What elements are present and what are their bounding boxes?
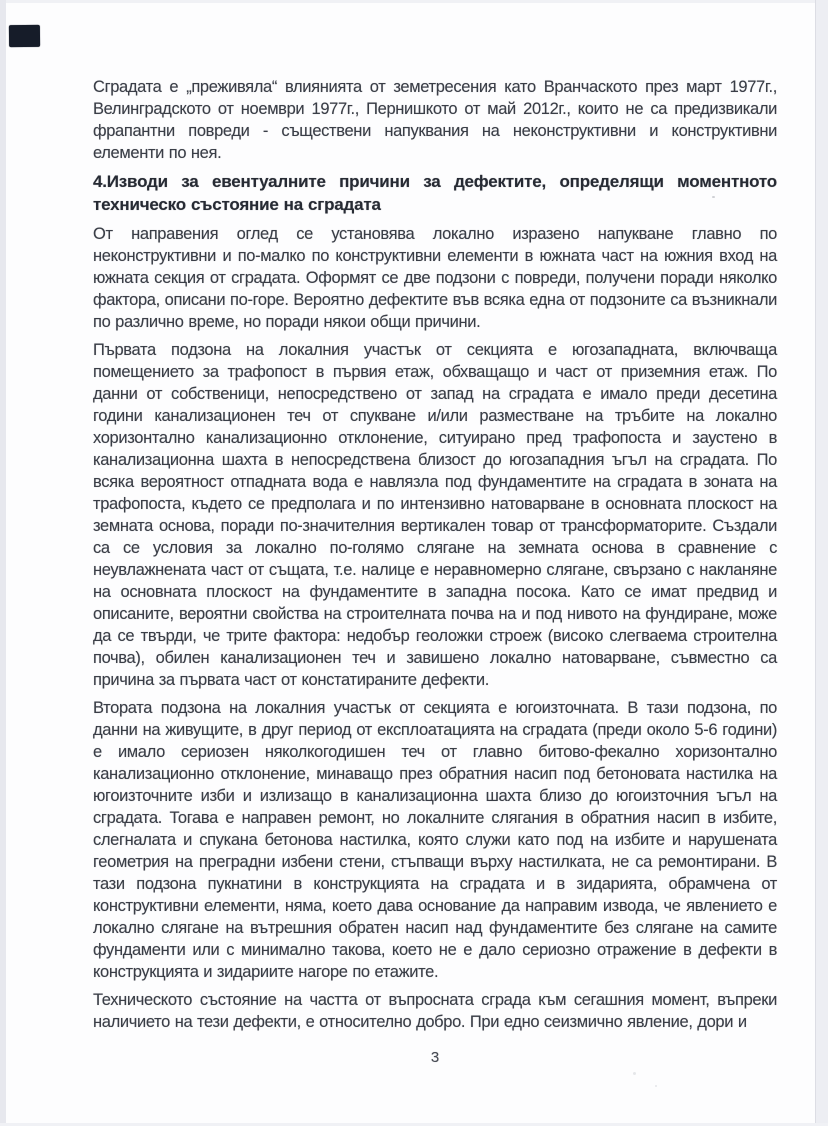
scan-speck <box>655 1085 657 1087</box>
scan-artifact-mark <box>9 25 40 47</box>
paragraph-inspection-findings: От направения оглед се установява локално изразено напукване главно по неконструктивни и по-малко по конструктивни елементи в южната част на южния вход на южната секция от сградата. Оформят се две подзони с повреди, получени поради няколко фактора, описани по-горе. Вероятно дефектите във всяка една от подзоните са възникнали по различно време, но поради някои общи причини. <box>93 225 777 331</box>
paragraph-technical-condition: Техническото състояние на частта от въпросната сграда към сегашния момент, въпреки наличието на тези дефекти, е относително добро. При едно сеизмично явление, дори и <box>93 991 777 1031</box>
scan-edge-left <box>0 0 6 1126</box>
section-heading-conclusions: 4.Изводи за евентуалните причини за дефектите, определящи моментното техническо състояние на сградата <box>93 172 777 214</box>
paragraph-second-subzone: Втората подзона на локалния участък от секцията е югоизточната. В тази подзона, по данни на живущите, в друг период от експлоатацията на сградата (преди около 5-6 години) е имало сериозен няколкогодишен теч от главно битово-фекално хоризонтално канализационно отклонение, минаващо през обратния насип под бетоновата настилка на югоизточните изби и излизащо в канализационна шахта близо до югоизточния ъгъл на сградата. Тогава е направен ремонт, но локалните слягания в обратния насип в избите, слегналата и спукана бетонова настилка, която служи като под на избите и нарушената геометрия на преградни избени стени, стъпващи върху настилката, не са ремонтирани. В тази подзона пукнатини в конструкцията на сградата и в зидарията, обрамчена от конструктивни елементи, няма, което дава основание да направим извода, че явлението е локално слягане на вътрешния обратен насип над фундаментите без слягане на самите фундаменти или с минимално такова, което не е дало сериозно отражение в дефекти в конструкцията и зидариите нагоре по етажите. <box>93 699 777 981</box>
page-number: 3 <box>430 1049 440 1066</box>
document-body <box>93 76 777 1069</box>
paragraph-earthquake-history: Сградата е „преживяла“ влиянията от земетресения като Вранчаското през март 1977г., Велинградското от ноември 1977г., Пернишкото от май 2012г., които не са предизвикали фрапантни повреди - съществени напуквания на неконструктивни и конструктивни елементи по нея. <box>93 78 777 162</box>
scan-edge-right <box>815 0 828 1126</box>
scan-speck <box>633 1072 636 1075</box>
paragraph-first-subzone: Първата подзона на локалния участък от секцията е югозападната, включваща помещението за трафопост в първия етаж, обхващащо и част от приземния етаж. По данни от собственици, непосредствено от запад на сградата е имало преди десетина години канализационен теч от спукване и/или разместване на тръбите на локално хоризонтално канализационно отклонение, ситуирано пред трафопоста и заустено в канализационна шахта в непосредствена близост до югозападния ъгъл на сградата. По всяка вероятност отпадната вода е навлязла под фундаментите на сградата в зоната на трафопоста, където се предполага и по интензивно натоварване в основната плоскост на земната основа, поради по-значителния вертикален товар от трансформаторите. Създали са се условия за локално по-голямо слягане на земната основа в сравнение с неувлажнената част от същата, т.е. налице е неравномерно слягане, свързано с накланяне на основната плоскост на фундаментите в западна посока. Като се имат предвид и описаните, вероятни свойства на строителната почва на и под нивото на фундиране, може да се твърди, че трите фактора: недобър геоложки строеж (високо слегваема строителна почва), обилен канализационен теч и завишено локално натоварване, съвместно са причина за първата част от констатираните дефекти. <box>93 341 777 689</box>
scan-edge-top <box>0 0 828 3</box>
